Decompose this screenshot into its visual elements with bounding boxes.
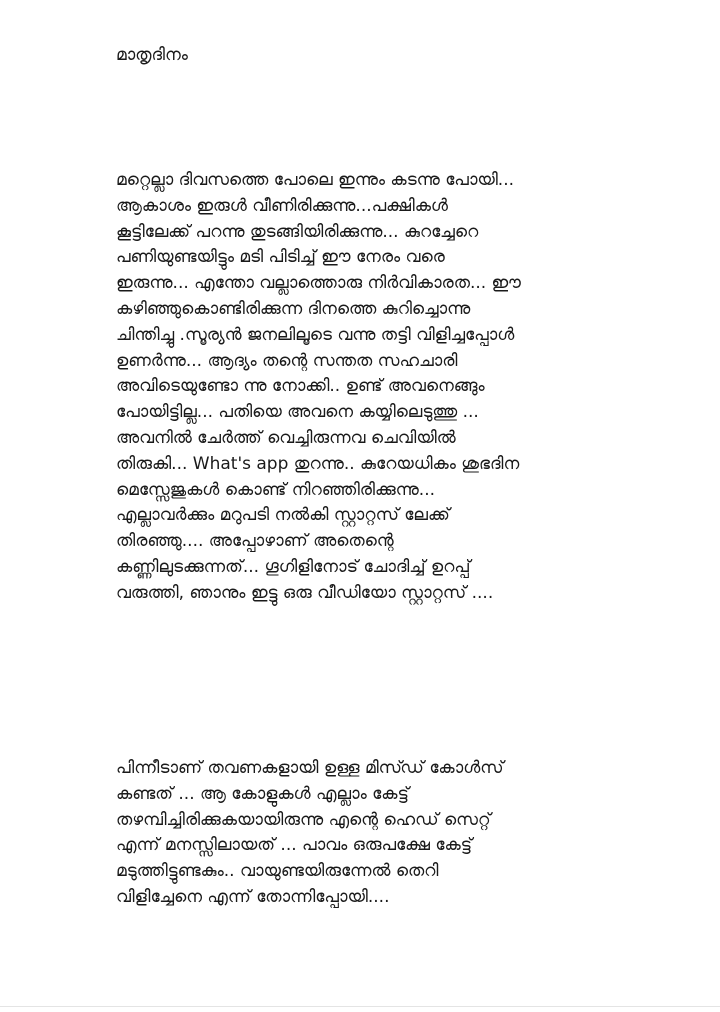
paragraph-line: പോയിട്ടില്ല... പതിയെ അവനെ കയ്യിലെടുത്തു ... xyxy=(116,402,479,423)
paragraph-line: അവനിൽ ചേർത്ത് വെച്ചിരുന്നവ ചെവിയിൽ xyxy=(116,427,456,448)
paragraph-line: മറ്റെല്ലാ ദിവസത്തെ പോലെ ഇന്നും കടന്നു പോയി... xyxy=(116,170,515,190)
paragraph-line: വരുത്തി, ഞാനും ഇട്ടു ഒരു വീഡിയോ സ്റ്റാറ്റസ് .... xyxy=(116,582,494,603)
paragraph-line: പണിയുണ്ടയിട്ടും മടി പിടിച്ച് ഈ നേരം വരെ xyxy=(116,247,445,268)
paragraph-line: തിരഞ്ഞു.... അപ്പോഴാണ് അതെന്റെ xyxy=(116,531,394,552)
paragraph-line: കഴിഞ്ഞുകൊണ്ടിരിക്കുന്ന ദിനത്തെ കുറിച്ചൊന്നു xyxy=(116,298,471,319)
paragraph-line: ചിന്തിച്ചു .സൂര്യൻ ജനലിലൂടെ വന്നു തട്ടി വിളിച്ചപ്പോൾ xyxy=(116,324,515,345)
paragraph-line: അവിടെയുണ്ടോ ന്നു നോക്കി.. ഉണ്ട് അവനെങ്ങും xyxy=(116,376,485,397)
document-title: മാതൃദിനം xyxy=(116,45,188,65)
paragraph-line: വിളിച്ചേനെ എന്ന് തോന്നിപ്പോയി.... xyxy=(116,886,390,907)
paragraph-line: മടുത്തിട്ടുണ്ടകും.. വായുണ്ടയിരുന്നേൽ തെറി xyxy=(116,861,439,882)
paragraph-line: എന്ന് മനസ്സിലായത് ... പാവം ഒരുപക്ഷേ കേട്ട് xyxy=(116,835,473,856)
paragraph-2 xyxy=(116,756,616,911)
paragraph-line: എല്ലാവർക്കും മറുപടി നൽകി സ്റ്റാറ്റസ് ലേക്ക് xyxy=(116,505,450,526)
page-divider xyxy=(0,1006,720,1007)
paragraph-line: കൂട്ടിലേക്ക് പറന്നു തുടങ്ങിയിരിക്കുന്നു... കുറച്ചേറെ xyxy=(116,221,479,242)
paragraph-line: ഇരുന്നു... എന്തോ വല്ലാത്തൊരു നിർവികാരത... ഈ xyxy=(116,273,521,294)
paragraph-line: തിരുകി... What's app തുറന്നു.. കുറേയധികം ശുഭദിന xyxy=(116,453,520,474)
paragraph-1 xyxy=(116,168,616,607)
paragraph-line: കണ്ടത് ... ആ കോളുകൾ എല്ലാം കേട്ട് xyxy=(116,783,409,804)
paragraph-line: പിന്നീടാണ് തവണകളായി ഉള്ള മിസ്ഡ് കോൾസ് xyxy=(116,758,504,778)
paragraph-line: ആകാശം ഇരുൾ വീണിരിക്കുന്നു...പക്ഷികൾ xyxy=(116,195,448,216)
paragraph-line: കണ്ണിലുടക്കുന്നത്... ഗൂഗിളിനോട് ചോദിച്ച് ഉറപ്പ് xyxy=(116,556,471,577)
paragraph-line: തഴമ്പിച്ചിരിക്കുകയായിരുന്നു എന്റെ ഹെഡ് സെറ്റ് xyxy=(116,809,491,830)
paragraph-line: ഉണർന്നു... ആദ്യം തന്റെ സന്തത സഹചാരി xyxy=(116,350,458,371)
paragraph-line: മെസ്സേജുകൾ കൊണ്ട് നിറഞ്ഞിരിക്കുന്നു... xyxy=(116,479,436,500)
